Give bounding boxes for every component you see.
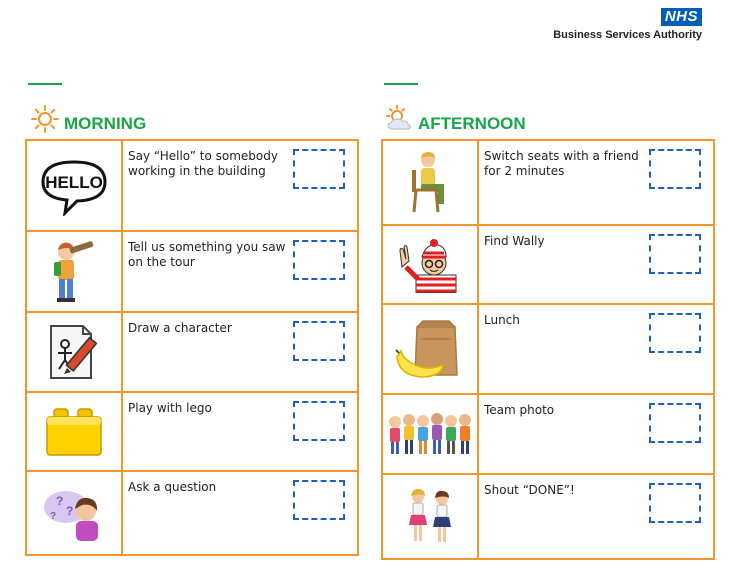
activity-picture: [382, 304, 478, 394]
sun-icon: [30, 104, 60, 134]
activity-cell: [122, 231, 358, 312]
table-row: [26, 231, 358, 312]
svg-text:?: ?: [50, 511, 57, 522]
activity-cell: [478, 140, 714, 225]
drawing-pencil-icon: [43, 322, 105, 382]
activity-checkbox[interactable]: [293, 149, 345, 189]
activity-label: Find Wally: [484, 234, 545, 248]
activity-checkbox[interactable]: [649, 403, 701, 443]
table-row: [382, 140, 714, 225]
activity-checkbox[interactable]: [293, 401, 345, 441]
hello-speech-bubble-icon: [35, 156, 113, 216]
table-row: [382, 394, 714, 474]
activity-picture: [382, 474, 478, 559]
activity-picture: [26, 471, 122, 555]
activity-checkbox[interactable]: [293, 240, 345, 280]
lego-brick-icon: [41, 403, 107, 461]
afternoon-heading: [384, 104, 526, 134]
activity-picture: [382, 394, 478, 474]
hello-bubble-text: HELLO: [45, 172, 103, 192]
seated-person-icon: [408, 150, 452, 216]
activity-checkbox[interactable]: [649, 313, 701, 353]
activity-picture: [382, 225, 478, 304]
activity-cell: [122, 140, 358, 231]
activity-cell: [478, 225, 714, 304]
activity-picture: [26, 392, 122, 471]
wally-icon: [390, 237, 470, 293]
lunch-bag-icon: [393, 317, 467, 381]
activity-label: Shout “DONE”!: [484, 483, 575, 497]
activity-label: Say “Hello” to somebody working in the building: [128, 149, 278, 178]
afternoon-title: AFTERNOON: [418, 114, 526, 133]
activity-picture: [26, 231, 122, 312]
activity-label: Switch seats with a friend for 2 minutes: [484, 149, 639, 178]
activity-cell: [478, 394, 714, 474]
table-row: [26, 312, 358, 392]
morning-accent-bar: [28, 83, 62, 85]
activity-cell: [122, 312, 358, 392]
activity-picture: [382, 140, 478, 225]
activity-cell: [122, 392, 358, 471]
morning-table: [25, 139, 359, 556]
activity-picture: [26, 140, 122, 231]
group-of-kids-icon: [385, 408, 475, 460]
activity-label: Tell us something you saw on the tour: [128, 240, 286, 269]
sun-cloud-icon: [384, 104, 414, 134]
activity-cell: [122, 471, 358, 555]
table-row: [26, 392, 358, 471]
activity-label: Draw a character: [128, 321, 232, 335]
svg-text:?: ?: [66, 504, 74, 518]
morning-title: MORNING: [64, 114, 147, 133]
table-row: [382, 474, 714, 559]
activity-checkbox[interactable]: [293, 321, 345, 361]
activity-checkbox[interactable]: [293, 480, 345, 520]
nhs-logo-mark: NHS: [661, 8, 702, 26]
morning-heading: [30, 104, 146, 134]
nhs-bsa-logo: [553, 6, 702, 41]
svg-text:?: ?: [56, 494, 64, 508]
activity-label: Ask a question: [128, 480, 217, 494]
activity-cell: [478, 474, 714, 559]
activity-cell: [478, 304, 714, 394]
table-row: [382, 304, 714, 394]
table-row: [382, 225, 714, 304]
afternoon-table: [381, 139, 715, 560]
organisation-name: Business Services Authority: [553, 29, 702, 41]
table-row: [26, 471, 358, 555]
activity-checkbox[interactable]: [649, 149, 701, 189]
activity-label: Play with lego: [128, 401, 212, 415]
two-girls-icon: [400, 487, 460, 547]
afternoon-accent-bar: [384, 83, 418, 85]
activity-checkbox[interactable]: [649, 234, 701, 274]
table-row: [26, 140, 358, 231]
thinking-girl-icon: [42, 481, 106, 545]
activity-label: Lunch: [484, 313, 520, 327]
child-telescope-icon: [44, 238, 104, 306]
activity-picture: [26, 312, 122, 392]
activity-label: Team photo: [484, 403, 555, 417]
activity-checkbox[interactable]: [649, 483, 701, 523]
